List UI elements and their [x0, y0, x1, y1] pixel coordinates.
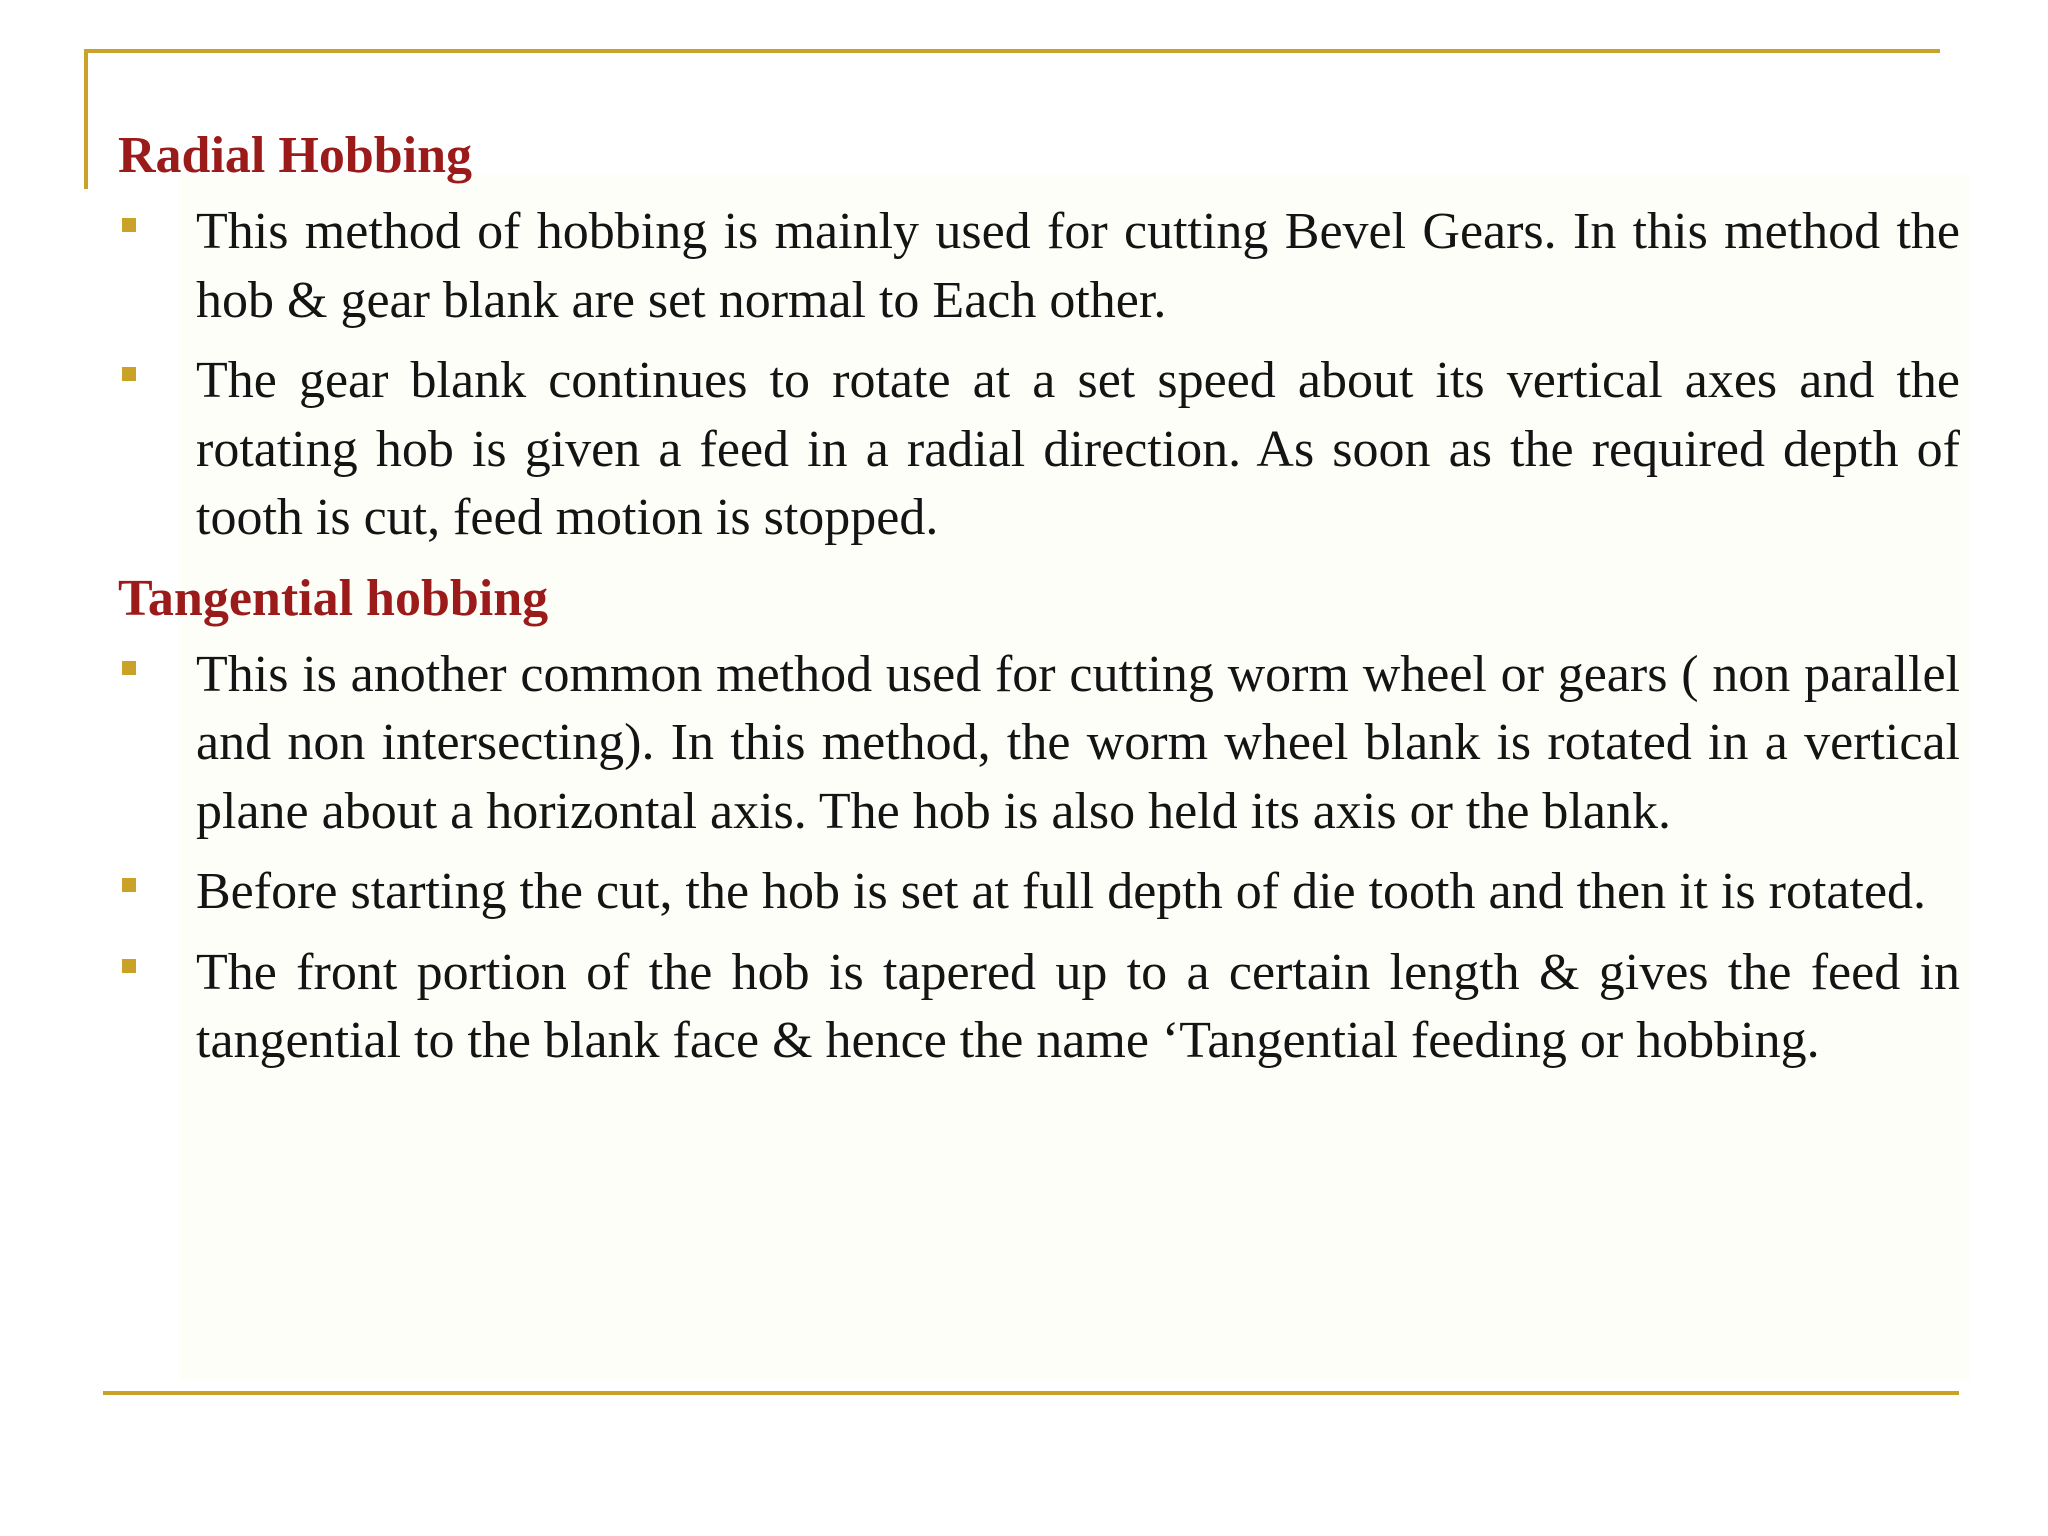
list-item — [118, 939, 1960, 1076]
square-bullet-icon — [122, 218, 136, 232]
bullet-text: This is another common method used for cutting worm wheel or gears ( non parallel and non intersecting). In this method, the worm wheel blank is rotated in a vertical plane about a horizontal axis. The hob is also held its axis or the blank. — [196, 645, 1960, 840]
list-item — [118, 641, 1960, 847]
square-bullet-icon — [122, 367, 136, 381]
bullet-text: This method of hobbing is mainly used for cutting Bevel Gears. In this method the hob & gear blank are set normal to Each other. — [196, 203, 1960, 329]
square-bullet-icon — [122, 959, 136, 973]
top-rule — [84, 49, 1940, 53]
list-item — [118, 858, 1960, 927]
radial-hobbing-list — [118, 198, 1960, 553]
heading-tangential-hobbing: Tangential hobbing — [118, 569, 549, 627]
left-rule — [84, 49, 88, 189]
heading-radial-hobbing: Radial Hobbing — [118, 127, 473, 184]
list-item — [118, 347, 1960, 553]
square-bullet-icon — [122, 661, 136, 675]
bullet-text: The gear blank continues to rotate at a set speed about its vertical axes and the rotating hob is given a feed in a radial direction. As soon as the required depth of tooth is cut, feed motion is stopped. — [196, 352, 1960, 546]
bottom-rule — [103, 1391, 1959, 1395]
tangential-hobbing-list — [118, 641, 1960, 1076]
square-bullet-icon — [122, 878, 136, 892]
slide-content — [118, 122, 1960, 1088]
bullet-text: Before starting the cut, the hob is set at full depth of die tooth and then it is rotated. — [196, 863, 1927, 920]
list-item — [118, 198, 1960, 335]
bullet-text: The front portion of the hob is tapered up to a certain length & gives the feed in tangential to the blank face & hence the name ‘Tangential feeding or hobbing. — [196, 943, 1960, 1069]
